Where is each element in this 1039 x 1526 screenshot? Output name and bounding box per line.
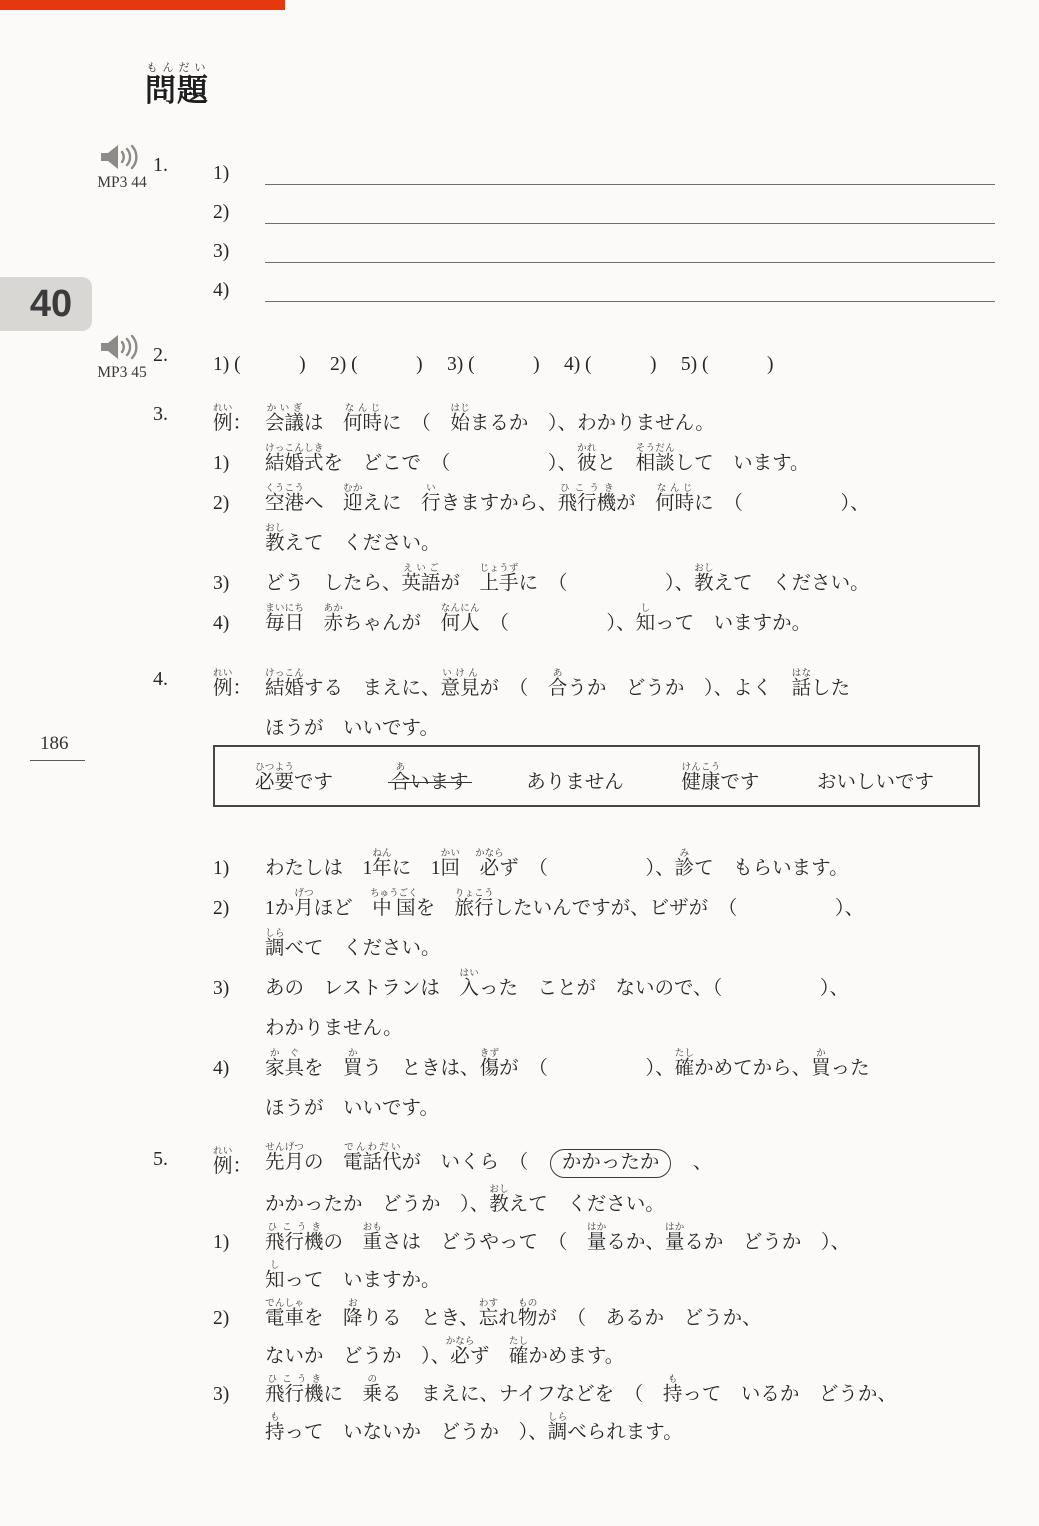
item-label: 1) (213, 1232, 230, 1253)
item-label: 4) (213, 1058, 230, 1079)
question-row (213, 880, 995, 920)
question-row (213, 1368, 995, 1406)
sentence-text: 飛行機ひこうきに 乗のる まえに、ナイフなどを （ 持もって いるか どうか、 (265, 1375, 897, 1405)
sentence-text: ほうが いいです。 (265, 718, 439, 739)
answer-parens: 1) ( ) 2) ( ) 3) ( ) 4) ( ) 5) ( ) (213, 354, 774, 375)
sentence-text: どう したら、英語えいごが 上手じょうずに （ ）、教おしえて ください。 (265, 564, 870, 594)
sentence-text: ないか どうか ）、必かならず 確たしかめます。 (265, 1337, 625, 1367)
exercise-4 (155, 660, 995, 1120)
question-row (213, 1292, 995, 1330)
sentence-text: 結婚式けっこんしきを どこで （ ）、彼かれと 相談そうだんして います。 (265, 444, 810, 474)
choice-item: ありません (526, 772, 624, 793)
sentence-text: わたしは 1年ねんに 1回かい 必かならず （ ）、診みて もらいます。 (265, 849, 849, 879)
answer-line (265, 184, 995, 224)
question-row (213, 515, 995, 555)
question-row (213, 555, 995, 595)
item-label: 例れい： (213, 404, 253, 434)
choice-item: 健康けんこうです (681, 763, 760, 793)
item-label: 1) (213, 453, 230, 474)
sentence-text: ほうが いいです。 (265, 1098, 439, 1119)
answer-blank-row (213, 185, 995, 224)
question-row (213, 435, 995, 475)
question-row (213, 1216, 995, 1254)
audio-badge (91, 142, 153, 192)
sentence-text: かかったか どうか ）、教おしえて ください。 (265, 1185, 665, 1215)
lesson-number: 40 (29, 282, 73, 325)
item-label: 例れい： (213, 669, 253, 699)
item-label: 3) (213, 978, 230, 999)
exercise-number: 1. (153, 154, 168, 176)
sentence-text: 先月せんげつの 電話代でんわだいが いくら （ かかったか 、 (265, 1143, 712, 1178)
speaker-icon (98, 142, 146, 172)
item-label: 2) (213, 898, 230, 919)
choice-item-struck: 合あいます (390, 763, 469, 793)
answer-blank-row (213, 263, 995, 302)
sentence-text: 持もって いないか どうか ）、調しらべられます。 (265, 1413, 683, 1443)
item-label: 4) (213, 613, 230, 634)
question-row (213, 960, 995, 1000)
exercise-number: 4. (153, 668, 168, 690)
item-label: 例れい： (213, 1147, 253, 1177)
audio-track-label: MP3 45 (97, 364, 147, 381)
item-label: 1) (213, 858, 230, 879)
speaker-icon (98, 332, 146, 362)
sentence-text: 1か月げつほど 中国ちゅうごくを 旅行りょこうしたいんですが、ビザが （ ）、 (265, 889, 865, 919)
question-row (213, 1040, 995, 1080)
sentence-text: あの レストランは 入はいった ことが ないので、（ ）、 (265, 969, 850, 999)
item-label: 1) (213, 163, 230, 184)
sentence-text: 家具かぐを 買かう ときは、傷きずが （ ）、確たしかめてから、買かった (265, 1049, 870, 1079)
example-row (213, 395, 995, 435)
sentence-text: 空港くうこうへ 迎むかえに 行いきますから、飛行機ひこうきが 何時なんじに （ ）、 (265, 484, 870, 514)
choice-item: 必要ひつようです (255, 763, 334, 793)
exercise-number: 5. (153, 1148, 168, 1170)
item-label: 4) (213, 280, 230, 301)
item-label: 3) (213, 241, 230, 262)
question-row (213, 840, 995, 880)
item-label: 2) (213, 1308, 230, 1329)
answer-blank-row (213, 146, 995, 185)
sentence-text: 電車でんしゃを 降おりる とき、忘わすれ物ものが （ あるか どうか、 (265, 1299, 762, 1329)
sentence-text: わかりません。 (265, 1018, 403, 1039)
sentence-text: 会議かいぎは 何時なんじに （ 始はじまるか ）、わかりません。 (265, 404, 715, 434)
sentence-text: 教おしえて ください。 (265, 524, 441, 554)
item-label: 2) (213, 493, 230, 514)
sentence-text: 毎日まいにち 赤あかちゃんが 何人なんにん （ ）、知しって いますか。 (265, 604, 812, 634)
page-title: 問題もんだい (145, 62, 209, 108)
question-row (213, 595, 995, 635)
page-number: 186 (30, 733, 85, 761)
answer-line (265, 262, 995, 302)
audio-badge (91, 332, 153, 382)
question-row (213, 1254, 995, 1292)
question-row (213, 1000, 995, 1040)
question-row (213, 1330, 995, 1368)
lesson-tab (0, 277, 92, 331)
example-row (213, 1178, 995, 1216)
word-choice-box (213, 745, 980, 807)
question-row (213, 1406, 995, 1444)
item-label: 3) (213, 573, 230, 594)
exercise-number: 2. (153, 344, 168, 366)
exercise-2 (97, 336, 995, 381)
sentence-text: 結婚けっこんする まえに、意見いけんが （ 合あうか どうか ）、よく 話はなした (265, 669, 851, 699)
exercise-3 (155, 395, 995, 635)
top-red-bar (0, 0, 285, 10)
audio-track-label: MP3 44 (97, 174, 147, 191)
item-label: 3) (213, 1384, 230, 1405)
answer-blank-row (213, 224, 995, 263)
answer-paren-row (213, 336, 995, 376)
question-row (213, 920, 995, 960)
item-label: 2) (213, 202, 230, 223)
example-row (213, 1140, 995, 1178)
answer-line (265, 223, 995, 263)
example-row (213, 700, 995, 740)
exercise-5 (155, 1140, 995, 1444)
sentence-text: 調しらべて ください。 (265, 929, 441, 959)
question-row (213, 475, 995, 515)
exercise-1 (97, 146, 995, 302)
question-row (213, 1080, 995, 1120)
sentence-text: 知しって いますか。 (265, 1261, 441, 1291)
sentence-text: 飛行機ひこうきの 重おもさは どうやって （ 量はかるか、量はかるか どうか ）、 (265, 1223, 851, 1253)
example-row (213, 660, 995, 700)
exercise-number: 3. (153, 403, 168, 425)
choice-item: おいしいです (816, 772, 934, 793)
answer-line (265, 145, 995, 185)
